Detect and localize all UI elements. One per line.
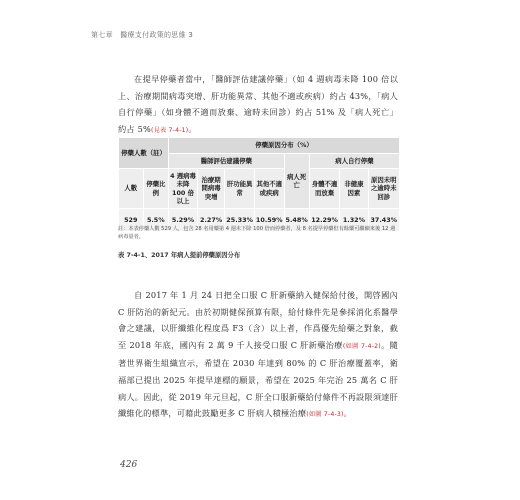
cell-p1: 12.29%: [309, 209, 340, 232]
figure-reference-b: (如圖 7-4-3): [306, 411, 344, 419]
header-sub-6: 非健康因素: [340, 169, 368, 209]
header-sub-7: 原因未明之逾時未回診: [368, 169, 400, 209]
header-doctor-group: 醫師評估建議停藥: [169, 154, 284, 169]
header-main: 停藥原因分布（%）: [169, 138, 400, 154]
cell-count: 529: [119, 209, 144, 232]
table-caption: 表 7-4-1、2017 年病人提前停藥原因分布: [118, 252, 241, 259]
page-number: 426: [120, 460, 138, 470]
header-sub-3: 肝功能異常: [225, 169, 255, 209]
cell-v1: 5.29%: [169, 209, 198, 232]
header-sub-5: 身體不適而放棄: [309, 169, 340, 209]
cell-death: 5.48%: [284, 209, 309, 232]
header-sub-4: 其他不適或疾病: [254, 169, 284, 209]
cell-v4: 10.59%: [254, 209, 284, 232]
header-ratio: 停藥比例: [143, 169, 169, 209]
stop-reasons-table: [118, 137, 400, 232]
cell-v2: 2.27%: [197, 209, 224, 232]
cell-p2: 1.32%: [340, 209, 368, 232]
paragraph-text-b: 。隨著世界衛生組織宣示，希望在 2030 年達到 80% 的 C 肝治療覆蓋率，衛福部已提出 2025 年提早達標的願景，希望在 2025 年完治 25 萬名 C 肝病人。因此，從 2019 年元旦起，C 肝全口服新藥給付條件不再設限須達肝纖維化的標準，可藉此鼓勵更多 C 肝病人積極治療: [118, 339, 399, 419]
header-count-group: 停藥人數（註）: [119, 138, 169, 169]
cell-ratio: 5.5%: [143, 209, 169, 232]
table-reference: (見表 7-4-1): [150, 126, 189, 134]
header-sub-2: 治療期間病毒突增: [197, 169, 224, 209]
figure-reference-a: (如圖 7-4-2): [342, 342, 381, 350]
paragraph-text: 在提早停藥者當中，「醫師評估建議停藥」（如 4 週病毒未降 100 倍以上、治療期間病毒突增、肝功能異常、其他不適或疾病）約占 43%，「病人自行停藥」（如身體不適而放棄、逾時未回診）約占 51% 及「病人死亡」約占 5%: [118, 74, 398, 134]
table-note: 註：本表停藥人數 529 人，包含 28 名用藥第 4 週未下降 100 倍而停藥者，及 8 名提早停藥但有餘藥可繼續來後 12 週病毒量者。: [118, 226, 396, 240]
paragraph-tail: 。: [343, 408, 353, 419]
cell-v3: 25.33%: [225, 209, 255, 232]
header-sub-1: 4 週病毒未降 100 倍以上: [169, 169, 198, 209]
paragraph-hcv-policy: [118, 287, 398, 424]
paragraph-text-a: 自 2017 年 1 月 24 日把全口服 C 肝新藥納入健保給付後，開啓國內 C 肝防治的新紀元。由於初期健保預算有限，給付條件先是參採消化系醫學會之建議，以肝纖維化程度爲 F3（含）以上者，作爲優先給藥之對象，截至 2018 年底，國內有 2 萬 9 千人接受口服 C 肝新藥治療: [118, 290, 398, 350]
paragraph-stop-reasons: [118, 71, 398, 139]
header-patients: 人數: [119, 169, 144, 209]
cell-p3: 37.43%: [368, 209, 400, 232]
paragraph-tail: 。: [188, 123, 197, 134]
header-patient-group: 病人自行停藥: [309, 154, 399, 169]
running-head: 第七章 醫療支付政策的思維 3: [91, 31, 194, 39]
header-death: 病人死亡: [284, 154, 309, 209]
